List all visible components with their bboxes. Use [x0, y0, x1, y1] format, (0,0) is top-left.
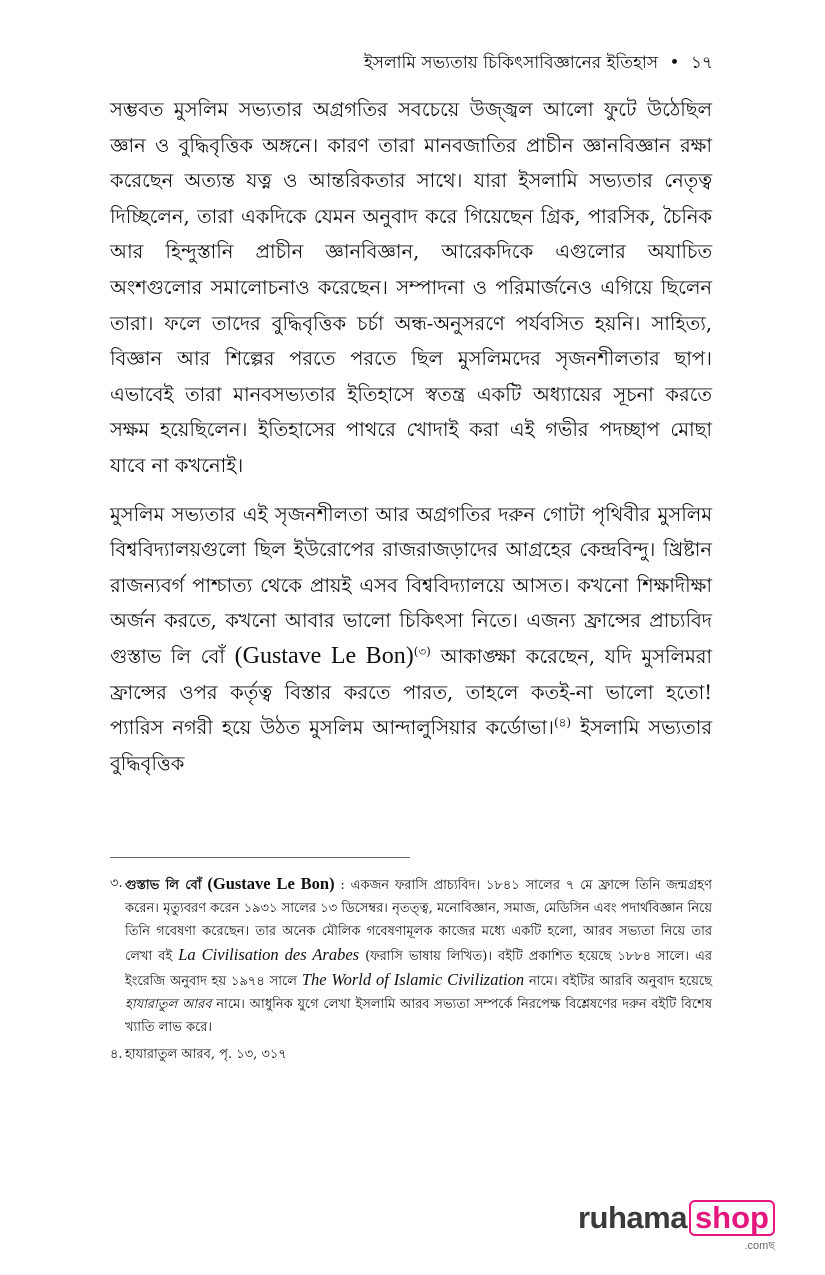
footnote-name-bn: গুস্তাভ লি বোঁ: [125, 878, 202, 893]
book-title-arabic: হাযারাতুল আরব: [125, 997, 212, 1012]
logo-text-ruhama: ruhama: [577, 1200, 687, 1235]
footnote-number: ৩.: [110, 876, 123, 891]
footnote-text-a: : একজন ফরাসি প্রাচ্যবিদ। ১৮৪১ সালের ৭ মে ফ্রান্সে তিনি জন্মগ্রহণ করেন। মৃত্যুবরণ করেন ১৯৩১ সালের ১৩ ডিসেম্বর। নৃতত্ত্ব, মনোবিজ্ঞান, সমাজ, মেডিসিন এবং পদার্থবিজ্ঞান নিয়ে তিনি গবেষণা করেছেন। তার অনেক মৌলিক গবেষণামূলক কাজের মধ্যে একটি হলো, আরব সভ্যতা নিয়ে তার লেখা বই: [125, 878, 712, 964]
footnote-ref-4[interactable]: (৪): [553, 715, 572, 730]
footnote-ref-3[interactable]: (৩): [413, 644, 431, 659]
footnote-text-d: নামে। আধুনিক যুগে লেখা ইসলামি আরব সভ্যতা সম্পর্কে নিরপেক্ষ বিশ্লেষণের দরুন বইটি বিশেষ খ্যাতি লাভ করে।: [125, 997, 713, 1035]
footnote-text-c: নামে। বইটির আরবি অনুবাদ হয়েছে: [524, 974, 712, 989]
running-header: [364, 50, 713, 78]
ruhamashop-logo: [578, 1200, 775, 1256]
paragraph-2-text-a: মুসলিম সভ্যতার এই সৃজনশীলতা আর অগ্রগতির দরুন গোটা পৃথিবীর মুসলিম বিশ্ববিদ্যালয়গুলো ছিল ইউরোপের রাজরাজড়াদের আগ্রহের কেন্দ্রবিন্দু। খ্রিষ্টান রাজন্যবর্গ পাশ্চাত্য থেকে প্রায়ই এসব বিশ্ববিদ্যালয়ে আসত। কখনো শিক্ষাদীক্ষা অর্জন করতে, কখনো আবার ভালো চিকিৎসা নিতে। এজন্য ফ্রান্সের প্রাচ্যবিদ গুস্তাভ লি বোঁ: [110, 502, 712, 668]
footnote-4: [110, 1043, 712, 1066]
footnotes: [110, 872, 712, 1066]
page-number: ১৭: [690, 53, 713, 73]
footnote-body: [125, 872, 712, 1039]
logo-text-shop: shop: [689, 1200, 775, 1236]
footnote-name-latin: (Gustave Le Bon): [207, 874, 335, 893]
book-title-french: La Civilisation des Arabes: [178, 945, 360, 964]
paragraph-2: [110, 497, 712, 782]
book-title-english: The World of Islamic Civilization: [301, 970, 525, 989]
paragraph-2-text-b: আকাঙ্ক্ষা করেছেন, যদি মুসলিমরা ফ্রান্সের ওপর কর্তৃত্ব বিস্তার করতে পারত, তাহলে কতই-না ভালো হতো! প্যারিস নগরী হয়ে উঠত মুসলিম আন্দালুসিয়ার কর্ডোভা।: [110, 644, 713, 740]
paragraph-1: সম্ভবত মুসলিম সভ্যতার অগ্রগতির সবচেয়ে উজ্জ্বল আলো ফুটে উঠেছিল জ্ঞান ও বুদ্ধিবৃত্তিক অঙ্গনে। কারণ তারা মানবজাতির প্রাচীন জ্ঞানবিজ্ঞান রক্ষা করেছেন অত্যন্ত যত্ন ও আন্তরিকতার সাথে। যারা ইসলামি সভ্যতার নেতৃত্ব দিচ্ছিলেন, তারা একদিকে যেমন অনুবাদ করে গিয়েছেন গ্রিক, পারসিক, চৈনিক আর হিন্দুস্তানি প্রাচীন জ্ঞানবিজ্ঞান, আরেকদিকে এগুলোর অযাচিত অংশগুলোর সমালোচনাও করেছেন। সম্পাদনা ও পরিমার্জনেও এগিয়ে ছিলেন তারা। ফলে তাদের বুদ্ধিবৃত্তিক চর্চা অন্ধ-অনুসরণে পর্যবসিত হয়নি। সাহিত্য, বিজ্ঞান আর শিল্পের পরতে পরতে ছিল মুসলিমদের সৃজনশীলতার ছাপ। এভাবেই তারা মানবসভ্যতার ইতিহাসে স্বতন্ত্র একটি অধ্যায়ের সূচনা করতে সক্ষম হয়েছিলেন। ইতিহাসের পাথরে খোদাই করা এই গভীর পদচ্ছাপ মোছা যাবে না কখনোই।: [110, 98, 712, 477]
footnote-3: [110, 872, 712, 1039]
paragraph-2-text-c: ইসলামি সভ্যতার বুদ্ধিবৃত্তিক: [110, 716, 713, 775]
logo-shop-group: [687, 1200, 775, 1256]
latin-name: (Gustave Le Bon): [234, 642, 414, 669]
running-title: ইসলামি সভ্যতায় চিকিৎসাবিজ্ঞানের ইতিহাস: [363, 53, 659, 73]
footnote-body: হাযারাতুল আরব, পৃ. ১৩, ৩১৭: [125, 1047, 287, 1062]
footnote-text-b: (ফরাসি ভাষায় লিখিত)। বইটি প্রকাশিত হয়েছে ১৮৮৪ সালে। এর ইংরেজি অনুবাদ হয় ১৯৭৪ সালে: [125, 949, 713, 989]
header-bullet: •: [669, 53, 680, 73]
footnote-divider: [110, 857, 410, 858]
logo-text-com: .comছ: [744, 1240, 775, 1252]
footnote-number: ৪.: [110, 1047, 123, 1062]
body-text: [110, 92, 712, 781]
